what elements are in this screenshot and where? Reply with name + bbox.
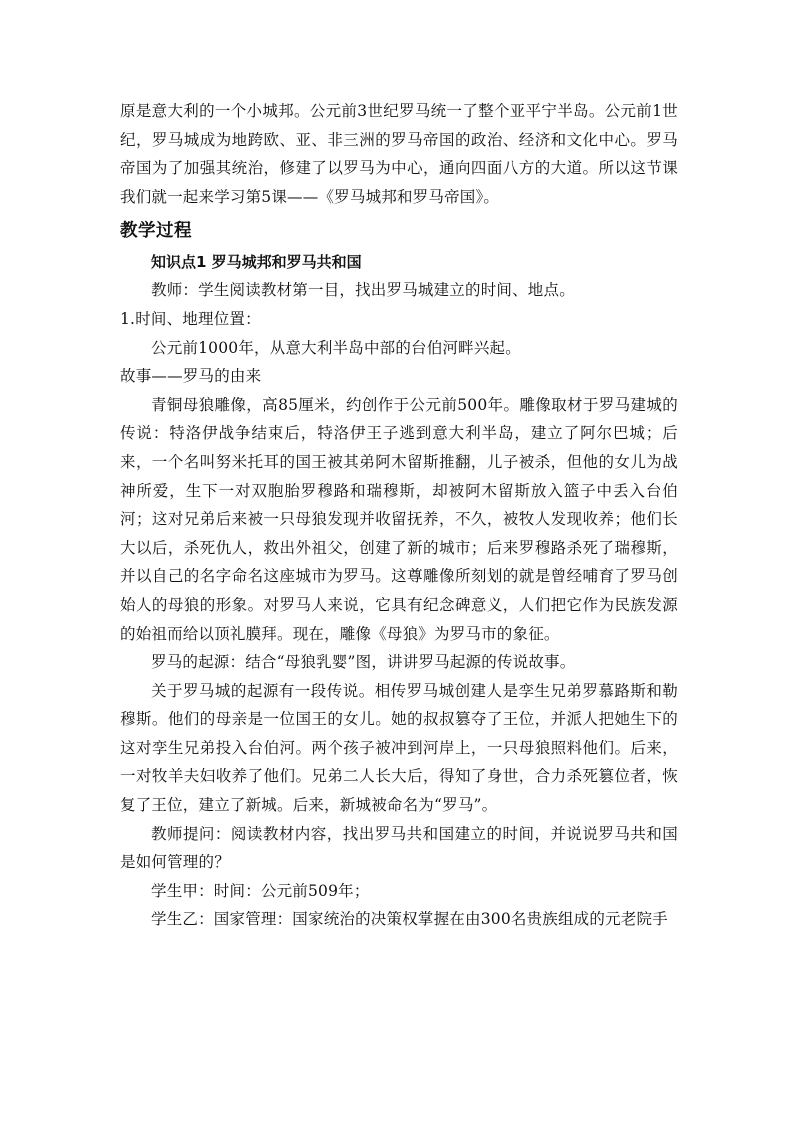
teacher-question-paragraph: 教师提问：阅读教材内容，找出罗马共和国建立的时间，并说说罗马共和国是如何管理的？ bbox=[120, 824, 678, 872]
legend-body-paragraph: 关于罗马城的起源有一段传说。相传罗马城创建人是孪生兄弟罗慕路斯和勒穆斯。他们的母亲是一位国王的女儿。她的叔叔篡夺了王位，并派人把她生下的这对孪生兄弟投入台伯河。两个孩子被冲到河岸上，一只母狼照料他们。后来，一对牧羊夫妇收养了他们。兄弟二人长大后，得知了身世，合力杀死篡位者，恢复了王位，建立了新城。后来，新城被命名为“罗马”。 bbox=[120, 681, 678, 815]
story-heading: 故事——罗马的由来 bbox=[120, 367, 262, 386]
student-a-answer: 学生甲：时间：公元前509年； bbox=[151, 881, 370, 900]
item1-heading: 1.时间、地理位置： bbox=[120, 309, 261, 328]
document-body bbox=[120, 97, 678, 934]
student-b-answer: 学生乙：国家管理：国家统治的决策权掌握在由300名贵族组成的元老院手 bbox=[151, 910, 668, 929]
teacher-instruction-paragraph: 教师：学生阅读教材第一目，找出罗马城建立的时间、地点。 bbox=[151, 281, 575, 300]
section-heading: 教学过程 bbox=[120, 221, 192, 242]
story-body-paragraph: 青铜母狼雕像，高85厘米，约创作于公元前500年。雕像取材于罗马建城的传说：特洛伊战争结束后，特洛伊王子逃到意大利半岛，建立了阿尔巴城；后来，一个名叫努米托耳的国王被其弟阿木留斯推翻，儿子被杀，但他的女儿为战神所爱，生下一对双胞胎罗穆路和瑞穆斯，却被阿木留斯放入篮子中丢入台伯河；这对兄弟后来被一只母狼发现并收留抚养，不久，被牧人发现收养；他们长大以后，杀死仇人，救出外祖父，创建了新的城市；后来罗穆路杀死了瑞穆斯，并以自己的名字命名这座城市为罗马。这尊雕像所刻划的就是曾经哺育了罗马创始人的母狼的形象。对罗马人来说，它具有纪念碑意义，人们把它作为民族发源的始祖而给以顶礼膜拜。现在，雕像《母狼》为罗马市的象征。 bbox=[120, 395, 678, 643]
knowledge-point-heading: 知识点1 罗马城邦和罗马共和国 bbox=[151, 253, 362, 272]
origin-prompt-paragraph: 罗马的起源：结合“母狼乳婴”图，讲讲罗马起源的传说故事。 bbox=[151, 653, 576, 672]
item1-body-paragraph: 公元前1000年，从意大利半岛中部的台伯河畔兴起。 bbox=[151, 338, 521, 357]
intro-paragraph: 原是意大利的一个小城邦。公元前3世纪罗马统一了整个亚平宁半岛。公元前1世纪，罗马城成为地跨欧、亚、非三洲的罗马帝国的政治、经济和文化中心。罗马帝国为了加强其统治，修建了以罗马为中心，通向四面八方的大道。所以这节课我们就一起来学习第5课——《罗马城邦和罗马帝国》。 bbox=[120, 102, 678, 206]
